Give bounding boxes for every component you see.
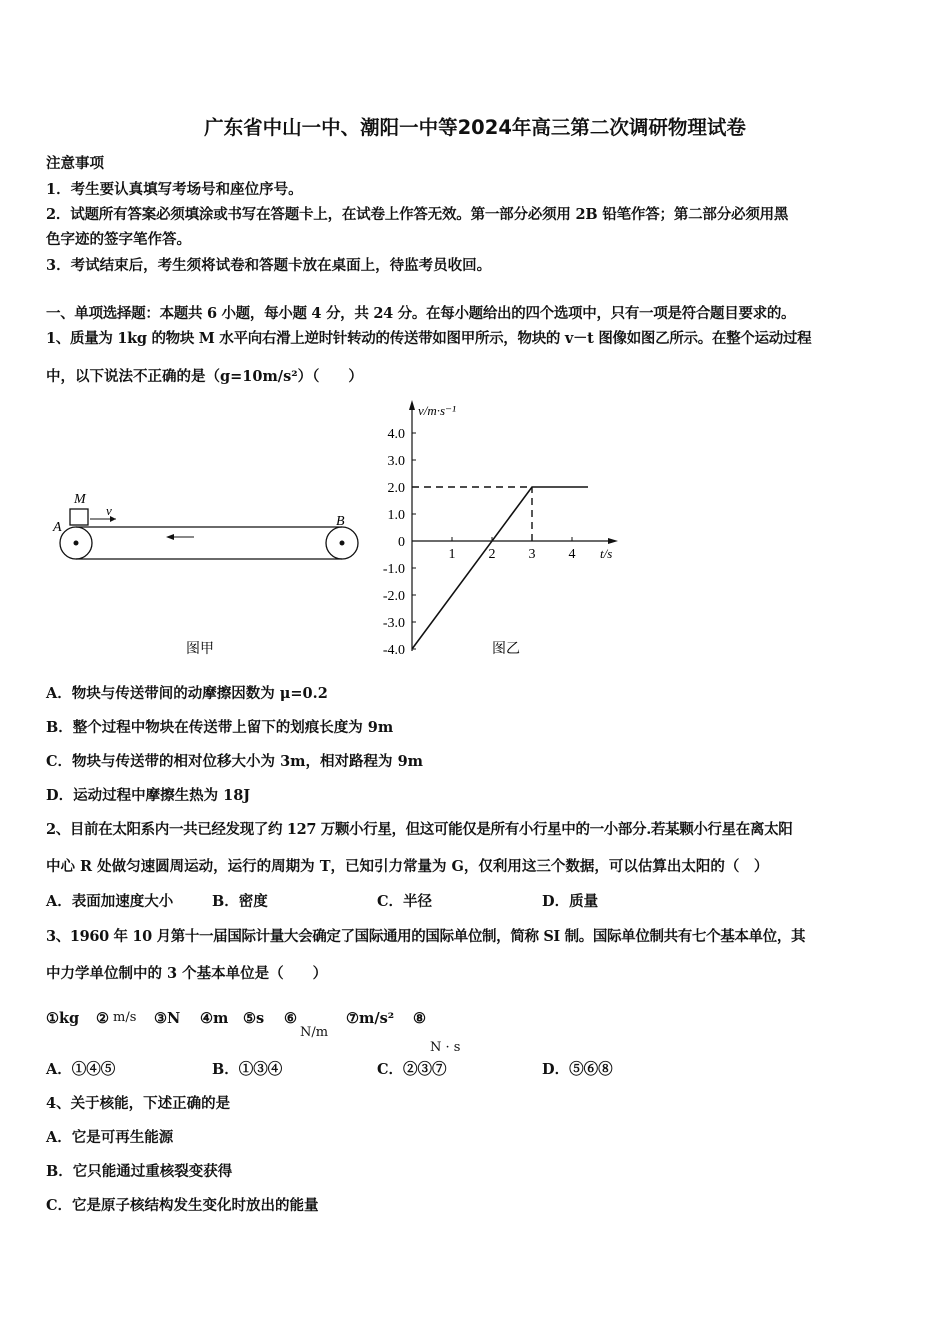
unit-4: ④m	[200, 1010, 229, 1027]
y-axis-arrowhead	[409, 400, 415, 410]
page-title: 广东省中山一中、潮阳一中等2024年高三第二次调研物理试卷	[204, 116, 746, 139]
vt-series-line	[412, 487, 588, 649]
notice-item: 2．试题所有答案必须填涂或书写在答题卡上，在试卷上作答无效。第一部分必须用 2B 铅笔作答；第二部分必须用黑	[46, 206, 789, 223]
y-tick-label: -4.0	[382, 643, 405, 658]
q2-stem: 2、目前在太阳系内一共已经发现了约 127 万颗小行星，但这可能仅是所有小行星中的一小部分.若某颗小行星在离太阳	[46, 821, 793, 838]
q4-option-c: C．它是原子核结构发生变化时放出的能量	[46, 1197, 319, 1214]
unit-3: ③N	[154, 1010, 181, 1027]
fig-label-b: B	[336, 514, 345, 529]
unit-2-marker: ②	[96, 1010, 109, 1027]
figure-conveyor-belt	[48, 485, 368, 660]
fig-label-m: M	[74, 492, 86, 507]
q1-option-d: D．运动过程中摩擦生热为 18J	[46, 787, 251, 804]
q2-option-b: B．密度	[212, 893, 268, 910]
q3-option-b: B．①③④	[212, 1061, 283, 1078]
fig-label-a: A	[53, 520, 62, 535]
fig-a-caption: 图甲	[186, 642, 214, 657]
q2-stem: 中心 R 处做匀速圆周运动，运行的周期为 T，已知引力常量为 G，仅利用这三个数据，可以估算出太阳的（ ）	[46, 858, 769, 875]
x-tick-label: 2	[488, 547, 496, 562]
figure-vt-graph	[370, 398, 630, 663]
pulley-right-axle	[340, 541, 345, 546]
unit-1: ①kg	[46, 1010, 80, 1027]
y-tick-label: -2.0	[382, 589, 405, 604]
q2-option-d: D．质量	[542, 893, 599, 910]
y-axis-label: v/m·s⁻¹	[418, 403, 456, 418]
section-heading: 一、单项选择题：本题共 6 小题，每小题 4 分，共 24 分。在每小题给出的四个选项中，只有一项是符合题目要求的。	[46, 305, 796, 322]
q1-option-c: C．物块与传送带的相对位移大小为 3m，相对路程为 9m	[46, 753, 423, 770]
q2-option-c: C．半径	[377, 893, 433, 910]
q4-option-a: A．它是可再生能源	[46, 1129, 174, 1146]
y-tick-label: -1.0	[382, 562, 405, 577]
y-tick-label: -3.0	[382, 616, 405, 631]
belt-direction-arrowhead	[166, 534, 174, 540]
notice-item: 色字迹的签字笔作答。	[46, 231, 191, 248]
x-tick-label: 1	[448, 547, 456, 562]
q4-stem: 4、关于核能，下述正确的是	[46, 1095, 231, 1112]
q3-option-c: C．②③⑦	[377, 1061, 447, 1078]
q2-option-a: A．表面加速度大小	[46, 893, 174, 910]
y-tick-label: 2.0	[387, 481, 405, 496]
notice-item: 1．考生要认真填写考场号和座位序号。	[46, 181, 303, 198]
unit-8-marker: ⑧	[413, 1010, 426, 1027]
q3-stem: 中力学单位制中的 3 个基本单位是（ ）	[46, 965, 328, 982]
x-tick-label: 4	[568, 547, 576, 562]
q3-stem: 3、1960 年 10 月第十一届国际计量大会确定了国际通用的国际单位制，简称 SI 制。国际单位制共有七个基本单位，其	[46, 928, 806, 945]
notice-item: 3．考试结束后，考生须将试卷和答题卡放在桌面上，待监考员收回。	[46, 257, 492, 274]
x-axis-label: t/s	[600, 546, 613, 561]
q1-option-b: B．整个过程中物块在传送带上留下的划痕长度为 9m	[46, 719, 394, 736]
unit-7: ⑦m/s²	[346, 1010, 395, 1027]
unit-6-marker: ⑥	[284, 1010, 297, 1027]
notice-heading: 注意事项	[46, 155, 104, 172]
unit-5: ⑤s	[243, 1010, 265, 1027]
q3-option-d: D．⑤⑥⑧	[542, 1061, 613, 1078]
pulley-left-axle	[74, 541, 79, 546]
y-tick-label: 1.0	[387, 508, 405, 523]
fig-label-v: v	[106, 503, 112, 518]
fig-b-caption: 图乙	[492, 642, 520, 657]
y-tick-label: 0	[398, 535, 405, 550]
x-axis-arrowhead	[608, 538, 618, 544]
y-tick-label: 3.0	[387, 454, 405, 469]
unit-6-value: N/m	[300, 1025, 329, 1040]
unit-2-value: m/s	[113, 1010, 137, 1025]
q1-option-a: A．物块与传送带间的动摩擦因数为 μ=0.2	[46, 685, 328, 702]
unit-8-value: N · s	[430, 1040, 461, 1055]
block-m	[70, 509, 88, 525]
x-tick-label: 3	[528, 547, 536, 562]
q4-option-b: B．它只能通过重核裂变获得	[46, 1163, 233, 1180]
q1-stem: 中，以下说法不正确的是（g=10m/s²）（ ）	[46, 368, 363, 385]
q3-option-a: A．①④⑤	[46, 1061, 116, 1078]
q1-stem: 1、质量为 1kg 的物块 M 水平向右滑上逆时针转动的传送带如图甲所示，物块的 v－t 图像如图乙所示。在整个运动过程	[46, 330, 812, 347]
y-tick-label: 4.0	[387, 427, 405, 442]
